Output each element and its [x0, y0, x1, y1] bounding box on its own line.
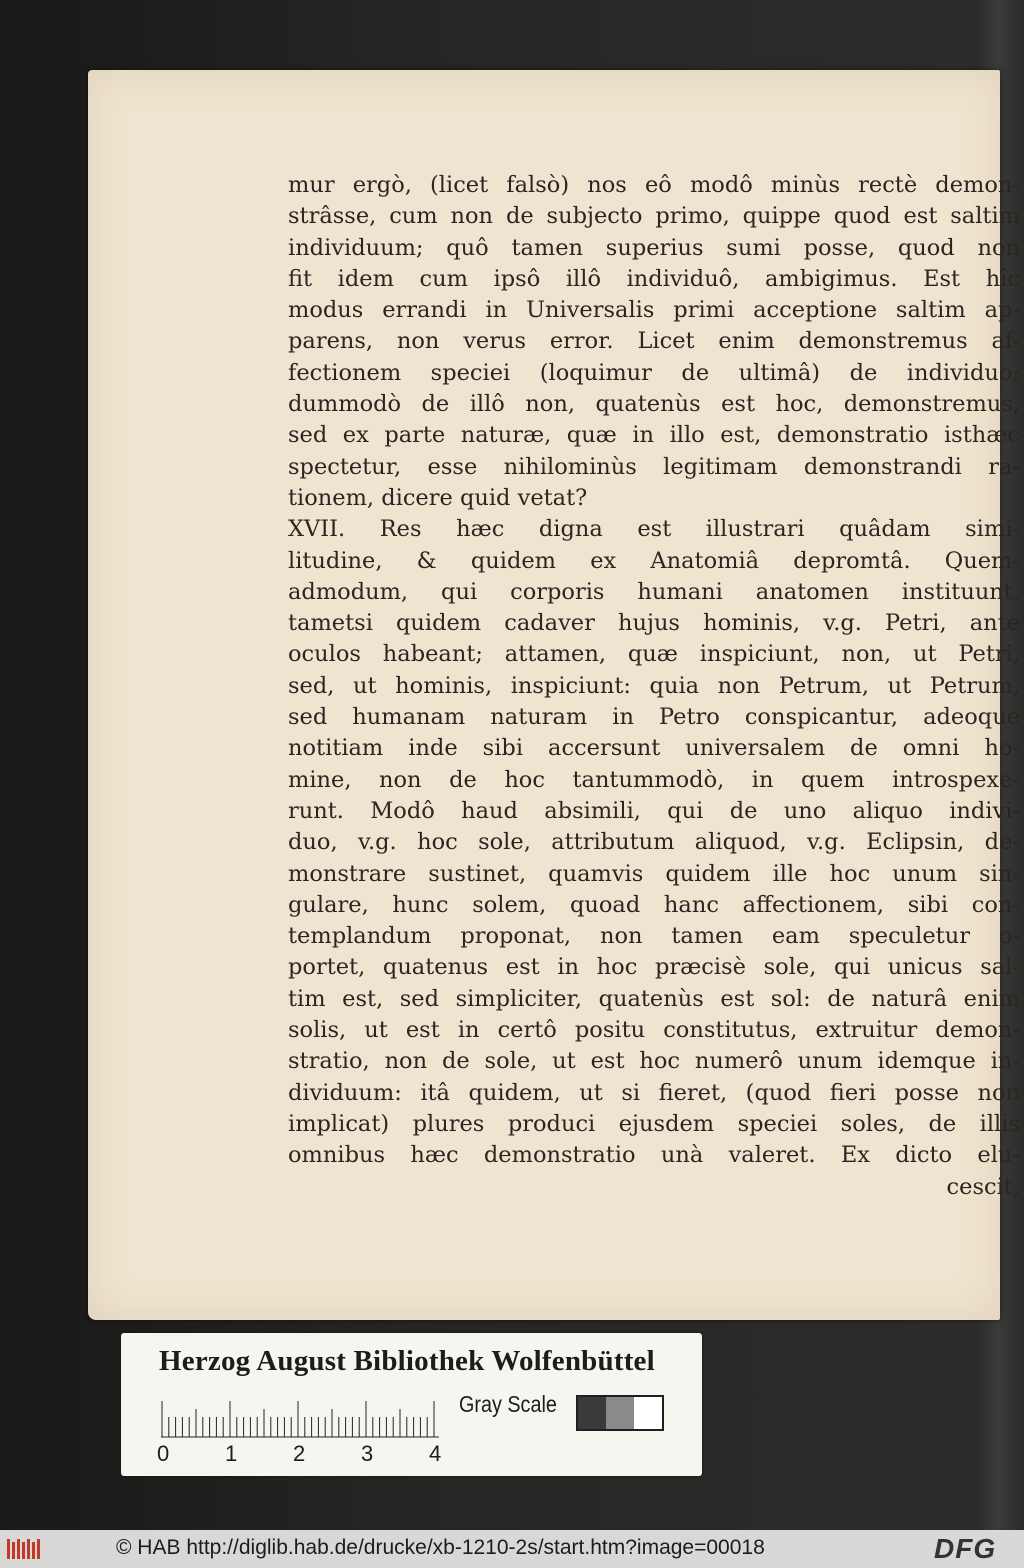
catchword: cescit,	[946, 1173, 1020, 1200]
ruler-number-1: 1	[225, 1441, 238, 1466]
dfg-logo: DFG	[934, 1533, 997, 1564]
text-line: portet, quatenus est in hoc præcisè sole, qui unicus sal-	[288, 954, 1020, 981]
text-line: runt. Modô haud absimili, qui de uno aliquo indivi-	[288, 797, 1020, 824]
gray-scale-label: Gray Scale	[459, 1391, 557, 1417]
ruler-number-0: 0	[157, 1441, 170, 1466]
gray-swatch-dark	[578, 1397, 606, 1429]
text-line: mur ergò, (licet falsò) nos eô modô minùs rectè demon-	[288, 172, 1020, 198]
text-line: oculos habeant; attamen, quæ inspiciunt, non, ut Petri,	[288, 641, 1020, 668]
text-line: spectetur, esse nihilominùs legitimam demonstrandi ra-	[288, 453, 1020, 480]
text-line: sed humanam naturam in Petro conspicantur, adeoque	[288, 704, 1020, 731]
ruler-number-2: 2	[293, 1441, 306, 1466]
text-line: tim est, sed simpliciter, quatenùs est sol: de naturâ enim	[288, 985, 1020, 1012]
text-line: dummodò de illô non, quatenùs est hoc, demonstremus,	[288, 391, 1020, 418]
color-calibration-card	[121, 1333, 702, 1476]
library-name: Herzog August Bibliothek Wolfenbüttel	[159, 1345, 655, 1377]
text-line: sed, ut hominis, inspiciunt: quia non Petrum, ut Petrum,	[288, 672, 1020, 699]
text-line: strâsse, cum non de subjecto primo, quippe quod est saltim	[288, 203, 1020, 230]
text-line: duo, v.g. hoc sole, attributum aliquod, v.g. Eclipsin, de-	[288, 829, 1020, 856]
text-line: tionem, dicere quid vetat?	[288, 484, 588, 511]
text-line: litudine, & quidem ex Anatomiâ depromtâ. Quem-	[288, 547, 1020, 574]
text-line: admodum, qui corporis humani anatomen instituunt,	[288, 578, 1020, 605]
text-line: sed ex parte naturæ, quæ in illo est, demonstratio isthæc	[288, 422, 1020, 449]
text-line: implicat) plures produci ejusdem speciei soles, de illis	[288, 1110, 1020, 1137]
footer-copyright-url[interactable]: © HAB http://diglib.hab.de/drucke/xb-1210-2s/start.htm?image=00018	[116, 1536, 765, 1559]
text-line: parens, non verus error. Licet enim demonstremus af-	[288, 328, 1020, 355]
gray-scale-swatches	[576, 1395, 664, 1431]
gray-swatch-light	[634, 1397, 662, 1429]
text-line: notitiam inde sibi accersunt universalem de omni ho-	[288, 735, 1020, 762]
text-line: omnibus hæc demonstratio unà valeret. Ex dicto elu-	[288, 1142, 1020, 1169]
book-page	[88, 70, 1020, 1320]
hab-logo-icon	[6, 1537, 42, 1561]
text-line: tametsi quidem cadaver hujus hominis, v.g. Petri, ante	[288, 610, 1020, 637]
text-line: monstrare sustinet, quamvis quidem ille hoc unum sin-	[288, 860, 1020, 887]
footer-bar	[0, 1530, 1024, 1568]
ruler-scale	[161, 1399, 439, 1439]
text-line: fectionem speciei (loquimur de ultimâ) de individuo;	[288, 359, 1020, 386]
text-line: XVII. Res hæc digna est illustrari quâdam simi-	[288, 516, 1020, 543]
page-text-block	[288, 170, 1020, 1203]
text-line: individuum; quô tamen superius sumi posse, quod non	[288, 234, 1020, 261]
text-line: gulare, hunc solem, quoad hanc affectionem, sibi con-	[288, 891, 1020, 918]
text-line: modus errandi in Universalis primi acceptione saltim ap-	[288, 297, 1020, 324]
ruler-number-4: 4	[429, 1441, 442, 1466]
text-line: templandum proponat, non tamen eam speculetur o-	[288, 923, 1020, 950]
text-line: stratio, non de sole, ut est hoc numerô unum idemque in-	[288, 1048, 1020, 1075]
ruler-number-3: 3	[361, 1441, 374, 1466]
gray-swatch-mid	[606, 1397, 634, 1429]
text-line: mine, non de hoc tantummodò, in quem introspexe-	[288, 766, 1020, 793]
text-line: solis, ut est in certô positu constitutus, extruitur demon-	[288, 1017, 1020, 1044]
text-line: dividuum: itâ quidem, ut si fieret, (quod fieri posse non	[288, 1079, 1020, 1106]
text-line: fit idem cum ipsô illô individuô, ambigimus. Est hîc	[288, 265, 1020, 292]
